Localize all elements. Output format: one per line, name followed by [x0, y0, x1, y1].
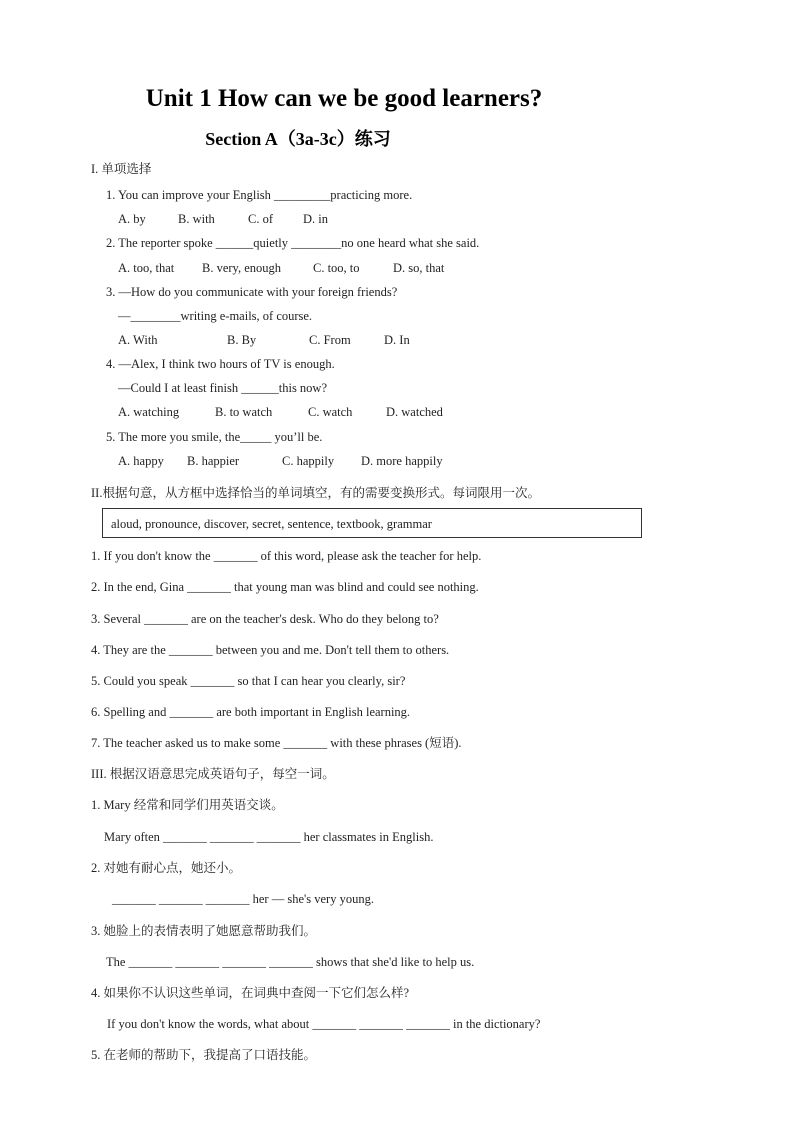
- question-2-option-c: C. too, to: [313, 261, 360, 275]
- question-4-option-b: B. to watch: [215, 405, 273, 419]
- question-1-option-c: C. of: [248, 212, 273, 226]
- question-2-option-b: B. very, enough: [202, 261, 282, 275]
- page-subtitle: Section A（3a-3c）练习: [205, 129, 391, 149]
- translation-5-chinese: 5. 在老师的帮助下，我提高了口语技能。: [91, 1048, 317, 1062]
- question-5-option-a: A. happy: [118, 454, 164, 468]
- question-5-option-c: C. happily: [282, 454, 335, 468]
- question-1-option-d: D. in: [303, 212, 328, 226]
- question-4-stem-reply: —Could I at least finish ______this now?: [118, 381, 328, 395]
- word-bank-text: aloud, pronounce, discover, secret, sentence, textbook, grammar: [111, 517, 432, 531]
- part1-heading: I. 单项选择: [91, 162, 152, 176]
- fill-sentence-7: 7. The teacher asked us to make some _______ with these phrases (短语).: [91, 736, 462, 750]
- question-3-option-d: D. In: [384, 333, 410, 347]
- translation-1-english: Mary often _______ _______ _______ her classmates in English.: [104, 830, 434, 844]
- question-3-option-b: B. By: [227, 333, 257, 347]
- fill-sentence-3: 3. Several _______ are on the teacher's desk. Who do they belong to?: [91, 612, 439, 626]
- fill-sentence-4: 4. They are the _______ between you and me. Don't tell them to others.: [91, 643, 450, 657]
- question-2-option-a: A. too, that: [118, 261, 175, 275]
- page-title: Unit 1 How can we be good learners?: [145, 85, 543, 112]
- translation-3-english: The _______ _______ _______ _______ shows that she'd like to help us.: [106, 955, 475, 969]
- question-4-option-d: D. watched: [386, 405, 443, 419]
- question-3-option-c: C. From: [309, 333, 351, 347]
- question-3-option-a: A. With: [118, 333, 158, 347]
- translation-2-english: _______ _______ _______ her — she's very young.: [112, 892, 374, 906]
- translation-4-chinese: 4. 如果你不认识这些单词，在词典中查阅一下它们怎么样?: [91, 986, 410, 1000]
- question-5-option-d: D. more happily: [361, 454, 443, 468]
- question-3-stem: 3. —How do you communicate with your foreign friends?: [106, 285, 398, 299]
- question-1-stem: 1. You can improve your English _________practicing more.: [106, 188, 413, 202]
- question-3-stem-reply: —________writing e-mails, of course.: [118, 309, 313, 323]
- translation-4-english: If you don't know the words, what about _______ _______ _______ in the dictionary?: [107, 1017, 541, 1031]
- fill-sentence-6: 6. Spelling and _______ are both important in English learning.: [91, 705, 411, 719]
- question-4-option-a: A. watching: [118, 405, 180, 419]
- translation-1-chinese: 1. Mary 经常和同学们用英语交谈。: [91, 798, 284, 812]
- question-2-stem: 2. The reporter spoke ______quietly ________no one heard what she said.: [106, 236, 480, 250]
- question-2-option-d: D. so, that: [393, 261, 445, 275]
- word-bank-box: [102, 508, 642, 538]
- translation-2-chinese: 2. 对她有耐心点，她还小。: [91, 861, 242, 875]
- fill-sentence-2: 2. In the end, Gina _______ that young man was blind and could see nothing.: [91, 580, 479, 594]
- question-4-stem: 4. —Alex, I think two hours of TV is enough.: [106, 357, 335, 371]
- question-1-option-a: A. by: [118, 212, 146, 226]
- question-4-option-c: C. watch: [308, 405, 353, 419]
- translation-3-chinese: 3. 她脸上的表情表明了她愿意帮助我们。: [91, 924, 317, 938]
- question-1-option-b: B. with: [178, 212, 215, 226]
- fill-sentence-5: 5. Could you speak _______ so that I can hear you clearly, sir?: [91, 674, 406, 688]
- part3-heading: III. 根据汉语意思完成英语句子，每空一词。: [91, 767, 335, 781]
- question-5-stem: 5. The more you smile, the_____ you’ll be.: [106, 430, 323, 444]
- fill-sentence-1: 1. If you don't know the _______ of this word, please ask the teacher for help.: [91, 549, 482, 563]
- question-5-option-b: B. happier: [187, 454, 240, 468]
- part2-heading: II.根据句意，从方框中选择恰当的单词填空，有的需要变换形式。每词限用一次。: [91, 486, 540, 500]
